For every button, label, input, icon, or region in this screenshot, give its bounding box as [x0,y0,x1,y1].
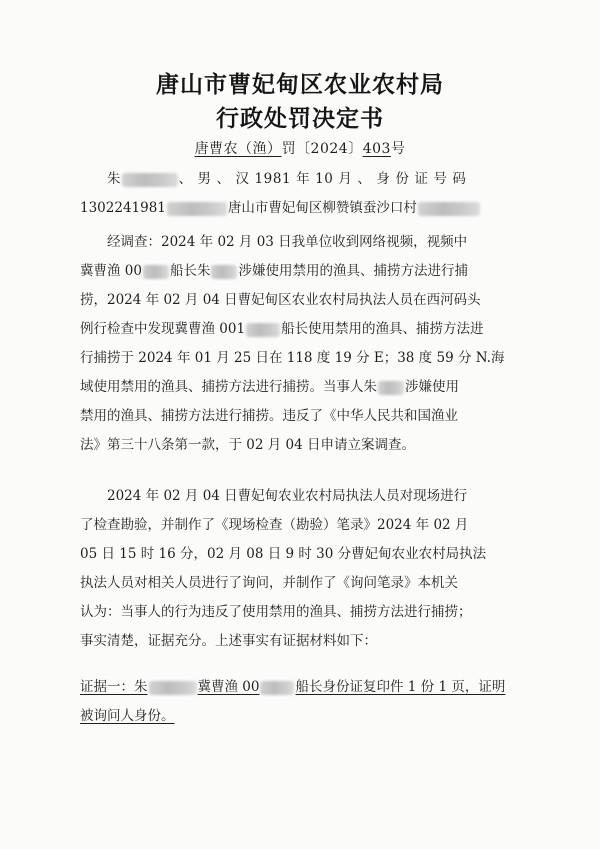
document-number [0,138,600,158]
issuing-authority-title: 唐山市曹妃甸区农业农村局 [156,72,444,98]
party-line-2 [80,196,520,220]
inspection-line-6: 事实清楚，证据充分。上述事实有证据材料如下： [80,633,377,649]
party-surname: 朱 [107,171,121,187]
investigation-line-7: 禁用的渔具、捕捞方法进行捕捞。违反了《中华人民共和国渔业 [80,408,458,424]
investigation-line-8: 法》第三十八条第一款，于 02 月 04 日申请立案调查。 [80,437,416,453]
document-type-title: 行政处罚决定书 [216,106,384,132]
investigation-line-6 [80,375,520,399]
party-details: 、 男 、 汉 1981 年 10 月 、 身 份 证 号 码 [178,171,467,187]
investigation-text: 域使用禁用的渔具、捕捞方法进行捕捞。当事人朱 [80,379,377,395]
inspection-line-5: 认为：当事人的行为违反了使用禁用的渔具、捕捞方法进行捕捞； [80,604,472,620]
investigation-text: 涉嫌使用禁用的渔具、捕捞方法进行捕 [238,263,468,279]
evidence-text: 船长身份证复印件 1 份 1 页，证明 [295,679,506,695]
party-line-1 [80,167,520,191]
investigation-line-2 [80,259,520,283]
doc-number-mid: 罚〔2024〕 [281,141,363,157]
investigation-line-5: 行捕捞于 2024 年 01 月 25 日在 118 度 19 分 E；38 度 59 分 N.海 [80,350,505,366]
redaction-blur [260,681,294,695]
inspection-line-4: 执法人员对相关人员进行了询问，并制作了《询问笔录》本机关 [80,575,458,591]
captain-label: 船长朱 [169,263,211,279]
investigation-line-3: 捞，2024 年 02 月 04 日曹妃甸区农业农村局执法人员在西河码头 [80,292,481,308]
evidence-line-1 [80,675,520,699]
vessel-number: 冀曹渔 00 [197,679,260,695]
redaction-blur [246,323,280,337]
redaction-blur [418,202,480,216]
doc-number-suffix: 号 [390,141,406,157]
evidence-line-2: 被询问人身份。 [80,708,175,724]
redaction-blur [149,681,197,695]
investigation-text: 例行检查中发现冀曹渔 001 [80,321,246,337]
redaction-blur [378,381,404,395]
inspection-line-2: 了检查勘验，并制作了《现场检查（勘验）笔录》2024 年 02 月 [80,517,469,533]
vessel-number: 冀曹渔 00 [80,263,142,279]
inspection-line-1: 2024 年 02 月 04 日曹妃甸农业农村局执法人员对现场进行 [107,488,468,504]
redaction-blur [143,265,169,279]
investigation-line-1: 经调查：2024 年 02 月 03 日我单位收到网络视频，视频中 [107,234,468,250]
doc-number-num: 403 [362,141,391,157]
investigation-text: 船长使用禁用的渔具、捕捞方法进 [281,321,484,337]
redaction-blur [211,265,237,279]
investigation-text: 涉嫌使用 [405,379,459,395]
inspection-line-3: 05 日 15 时 16 分，02 月 08 日 9 时 30 分曹妃甸农业农村局执法 [80,546,487,562]
redaction-blur [122,173,178,187]
redaction-blur [167,202,227,216]
evidence-label: 证据一：朱 [80,679,148,695]
party-address: 唐山市曹妃甸区柳赞镇蚕沙口村 [227,200,417,216]
investigation-line-4 [80,317,520,341]
doc-number-prefix: 唐曹农（渔） [194,141,282,157]
party-id-prefix: 1302241981 [80,200,166,216]
